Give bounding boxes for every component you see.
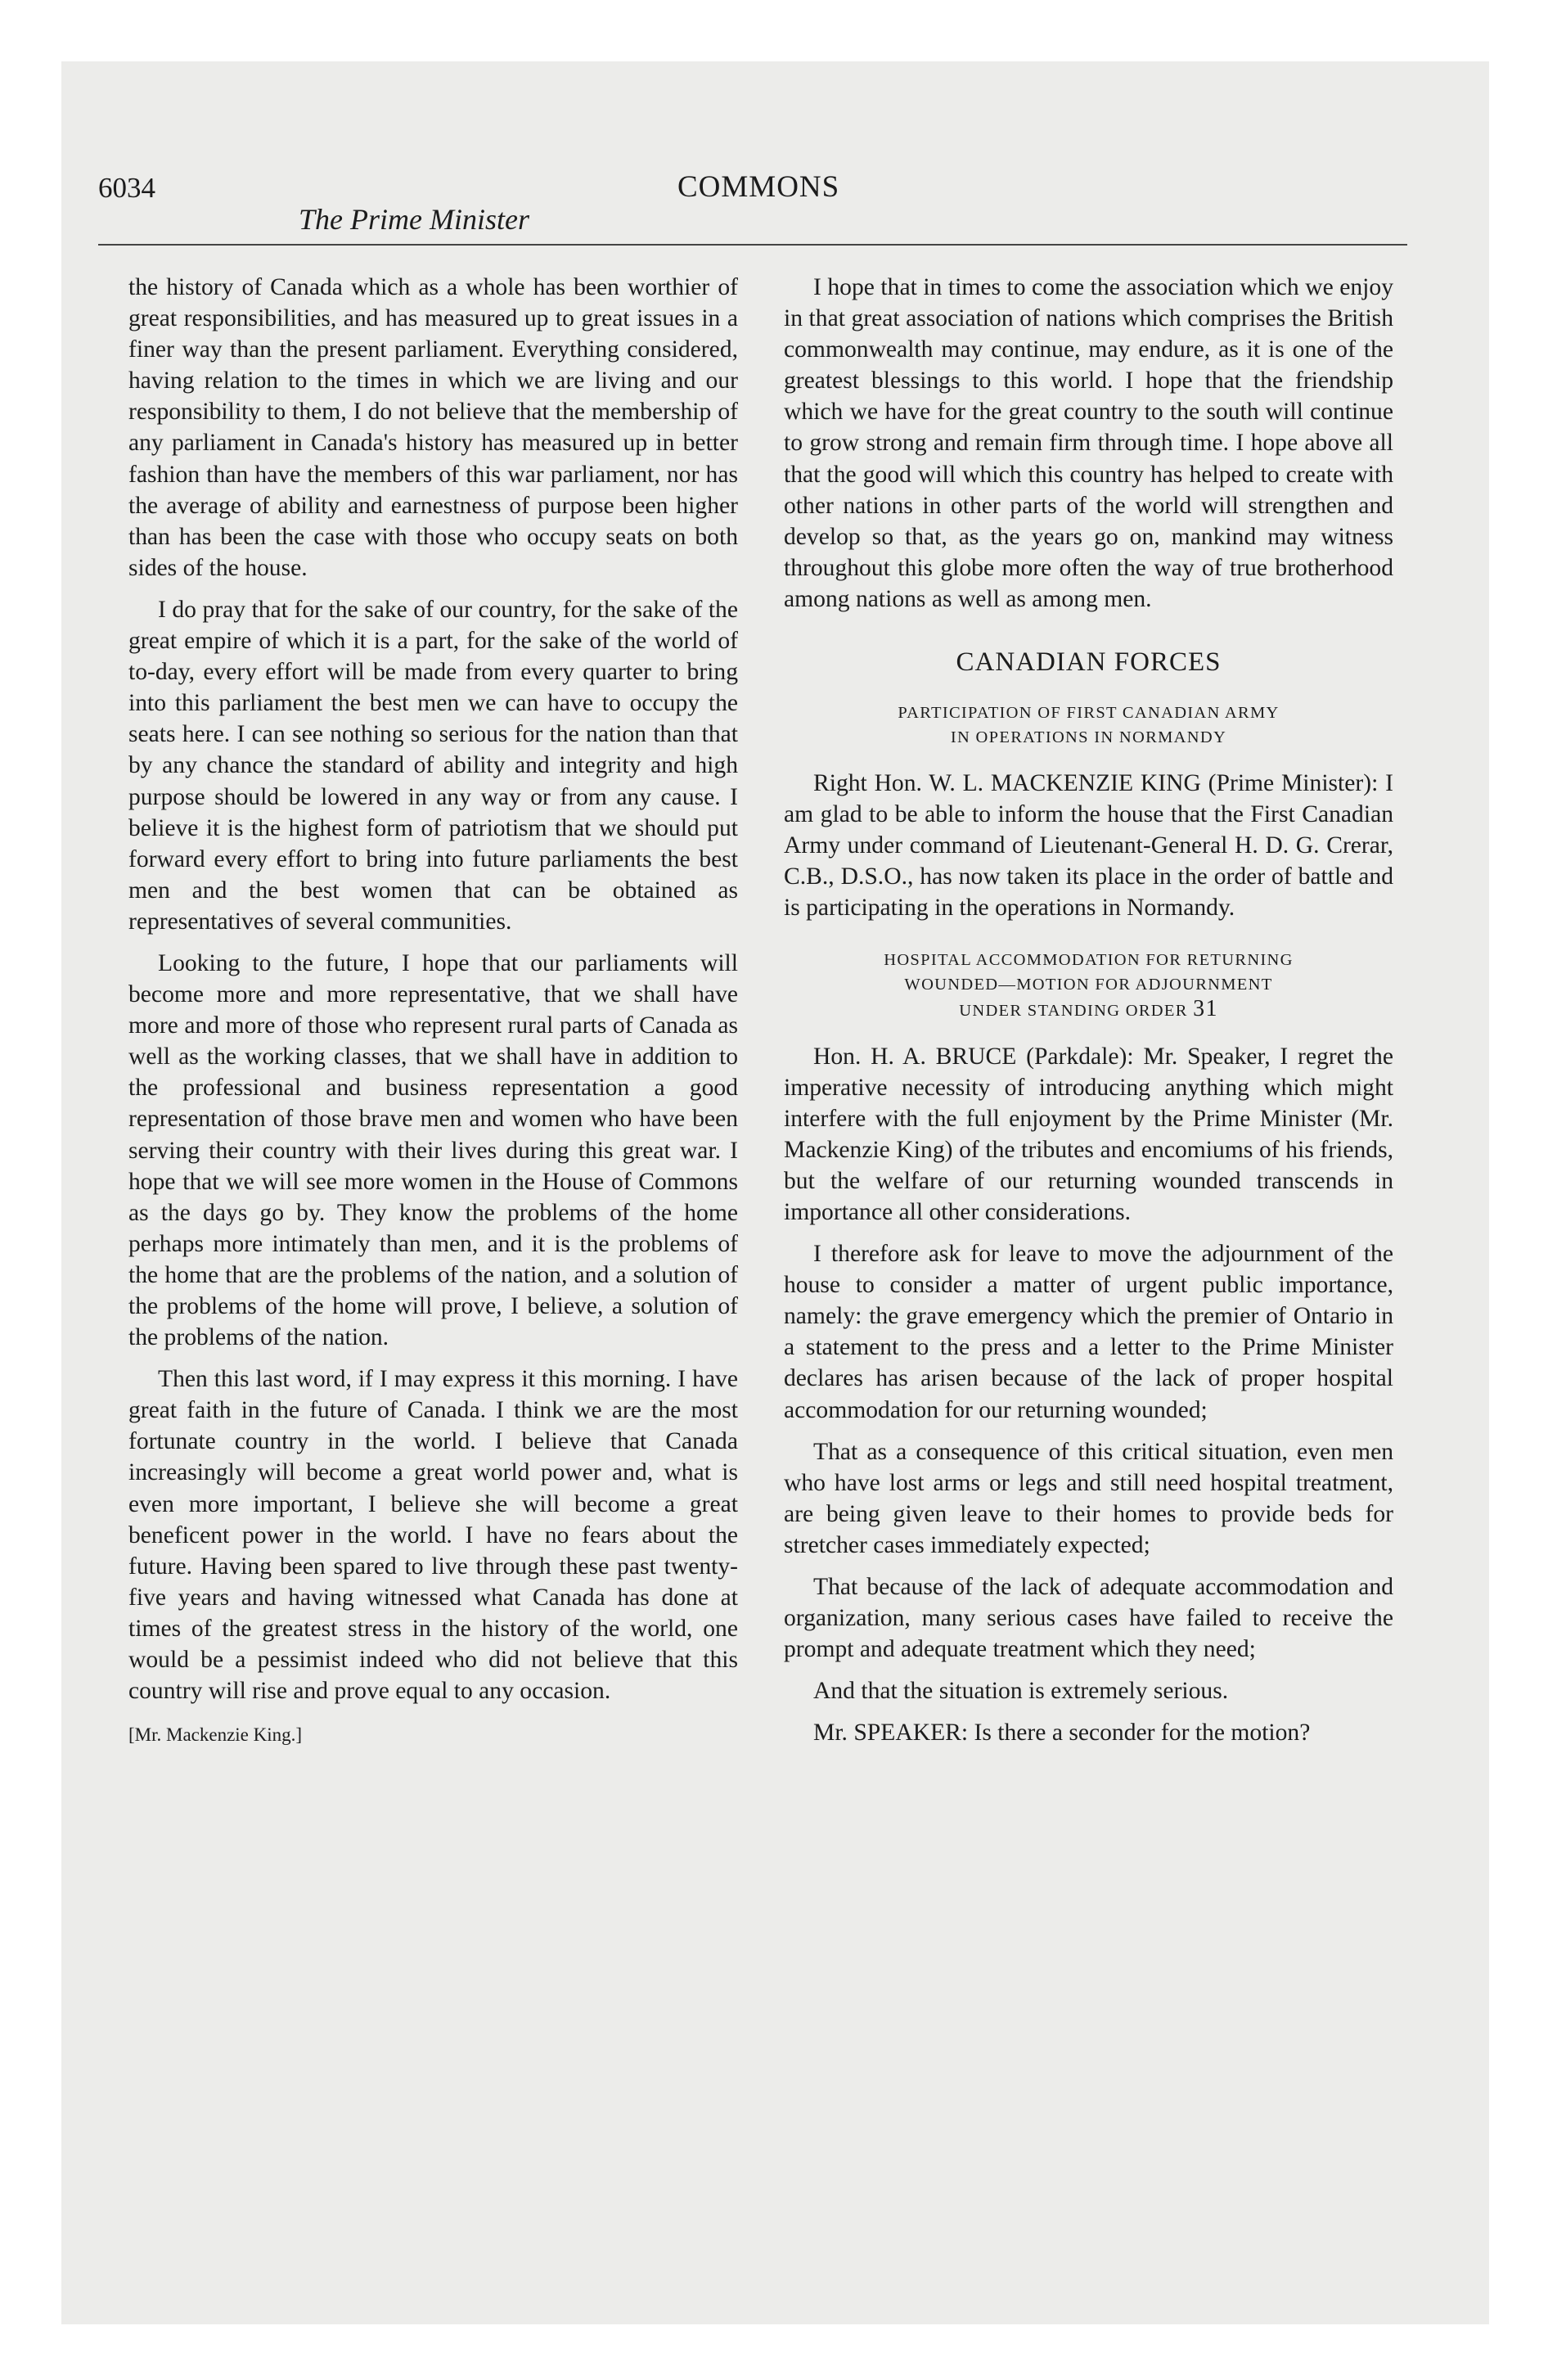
king-statement: Right Hon. W. L. MACKENZIE KING (Prime Minister): I am glad to be able to inform the house that the First Canadian Army under command of Lieutenant-General H. D. G. Crerar, C.B., D.S.O., has now taken its place in the order of battle and is participating in the operations in Normandy.	[784, 770, 1393, 922]
left-paragraph-2: I do pray that for the sake of our country, for the sake of the great empire of which it is a part, for the sake of the world of to-day, every effort will be made from every quarter to bring into this parliament the best men we can have to occupy the seats here. I can see nothing so serious for the nation than that by any chance the standard of ability and integrity and high purpose should be lowered in any way or from any cause. I believe it is the highest form of patriotism that we should put forward every effort to bring into future parliaments the best men and the best women that can be obtained as representatives of several communities.	[128, 596, 738, 935]
left-paragraph-4: Then this last word, if I may express it this morning. I have great faith in the future of Canada. I think we are the most fortunate country in the world. I believe that Canada increasingly will become a great world power and, what is even more important, I believe she will become a great beneficent power in the world. I have no fears about the future. Having been spared to live through these past twenty-five years and having witnessed what Canada has done at times of the greatest stress in the history of the world, one would be a pessimist indeed who did not believe that this country will rise and prove equal to any occasion.	[128, 1366, 738, 1705]
standing-order-label: UNDER STANDING ORDER	[959, 1001, 1188, 1020]
bruce-paragraph-4: That because of the lack of adequate accommodation and organization, many serious cases have failed to receive the prompt and adequate treatment which they need;	[784, 1574, 1393, 1663]
bruce-paragraph-5: And that the situation is extremely serious.	[813, 1678, 1229, 1705]
header-rule	[98, 244, 1407, 246]
subheading-normandy-line-1: PARTICIPATION OF FIRST CANADIAN ARMY	[898, 704, 1280, 723]
section-title: COMMONS	[677, 170, 840, 204]
subheading-hospital-line-3	[784, 997, 1393, 1023]
page-number: 6034	[98, 172, 155, 204]
subheading-hospital	[784, 948, 1393, 1023]
hansard-page	[98, 164, 1407, 1747]
speaker-question: Mr. SPEAKER: Is there a seconder for the motion?	[813, 1720, 1311, 1747]
bruce-paragraph-3: That as a consequence of this critical situation, even men who have lost arms or legs and still need hospital treatment, are being given leave to their homes to provide beds for stretcher cases immediately expected;	[784, 1438, 1393, 1558]
left-paragraph-3: Looking to the future, I hope that our parliaments will become more and more representative, that we shall have more and more of those who represent rural parts of Canada as well as the working classes, that we shall have in addition to the professional and business representation a good representation of those brave men and women who have been serving their country with their lives during this great war. I hope that we will see more women in the House of Commons as the days go by. They know the problems of the home perhaps more intimately than men, and it is the problems of the home that are the problems of the nation, and a solution of the problems of the home will prove, I believe, a solution of the problems of the nation.	[128, 949, 738, 1351]
bruce-paragraph-2: I therefore ask for leave to move the adjournment of the house to consider a matter of urgent public importance, namely: the grave emergency which the premier of Ontario in a statement to the press and a letter to the Prime Minister declares has arisen because of the lack of proper hospital accommodation for our returning wounded;	[784, 1241, 1393, 1423]
subheading-normandy	[784, 701, 1393, 750]
standing-order-number: 31	[1193, 995, 1218, 1021]
subheading-hospital-line-2: WOUNDED—MOTION FOR ADJOURNMENT	[904, 975, 1273, 994]
left-column	[128, 272, 738, 1746]
subheading-hospital-line-1: HOSPITAL ACCOMMODATION FOR RETURNING	[884, 950, 1294, 969]
running-title: The Prime Minister	[299, 203, 529, 236]
bruce-paragraph-1: Hon. H. A. BRUCE (Parkdale): Mr. Speaker, I regret the imperative necessity of introducing anything which might interfere with the full enjoyment by the Prime Minister (Mr. Mackenzie King) of the tributes and encomiums of his friends, but the welfare of our returning wounded transcends in importance all other considerations.	[784, 1043, 1393, 1225]
heading-canadian-forces: CANADIAN FORCES	[956, 647, 1222, 678]
speaker-footnote: [Mr. Mackenzie King.]	[128, 1724, 303, 1746]
left-paragraph-1: the history of Canada which as a whole has been worthier of great responsibilities, and has measured up to great issues in a finer way than the present parliament. Everything considered, having relation to the times in which we are living and our responsibility to them, I do not believe that the membership of any parliament in Canada's history has measured up in better fashion than have the members of this war parliament, nor has the average of ability and earnestness of purpose been higher than has been the case with those who occupy seats on both sides of the house.	[128, 274, 738, 581]
page-header	[98, 164, 1407, 254]
subheading-normandy-line-2: IN OPERATIONS IN NORMANDY	[950, 728, 1227, 747]
spacer	[784, 935, 1393, 948]
intro-paragraph: I hope that in times to come the association which we enjoy in that great association of nations which comprises the British commonwealth may continue, may endure, as it is one of the greatest blessings to this world. I hope that the friendship which we have for the great country to the south will continue to grow strong and remain firm through time. I hope above all that the good will which this country has helped to create with other nations in other parts of the world will strengthen and develop so that, as the years go on, mankind may witness throughout this globe more often the way of true brotherhood among nations as well as among men.	[784, 274, 1393, 612]
right-column	[784, 272, 1393, 1759]
